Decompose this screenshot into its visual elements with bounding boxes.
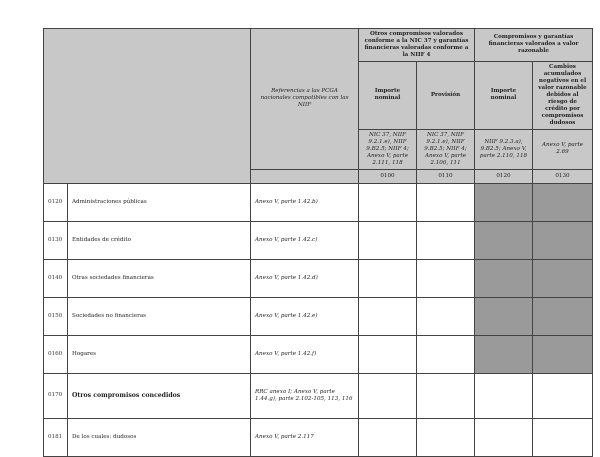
group1-header: Otros compromisos valorados conforme a la NIC 37 y garantías financieras valoradas conforme a la NIIF 4	[359, 29, 475, 62]
header-corner	[44, 29, 251, 184]
cell-input[interactable]	[417, 183, 475, 221]
table-row	[44, 183, 593, 221]
col-ref-0110: NIC 37, NIIF 9.2.1.e), NIIF 9.B2.5; NIIF 4; Anexo V, parte 2.106, 111	[417, 129, 475, 169]
row-code: 0181	[44, 418, 68, 456]
cell-blocked	[475, 297, 533, 335]
row-label: Sociedades no financieras	[68, 297, 251, 335]
row-reference: Anexo V, parte 1.42.d)	[251, 259, 359, 297]
row-code: 0120	[44, 183, 68, 221]
row-label: Administraciones públicas	[68, 183, 251, 221]
ref-code-blank	[251, 169, 359, 183]
col-code-0110: 0110	[417, 169, 475, 183]
row-code: 0150	[44, 297, 68, 335]
cell-blocked	[475, 183, 533, 221]
cell-input[interactable]	[417, 335, 475, 373]
row-label: Entidades de crédito	[68, 221, 251, 259]
col-code-0130: 0130	[533, 169, 593, 183]
cell-input[interactable]	[533, 418, 593, 456]
row-reference: Anexo V, parte 2.117	[251, 418, 359, 456]
row-label: Otros compromisos concedidos	[68, 373, 251, 418]
row-code: 0130	[44, 221, 68, 259]
cell-input[interactable]	[417, 373, 475, 418]
cell-blocked	[533, 259, 593, 297]
cell-blocked	[475, 259, 533, 297]
row-label: Otras sociedades financieras	[68, 259, 251, 297]
row-reference: Anexo V, parte 1.42.c)	[251, 221, 359, 259]
col-ref-0120: NIIF 9.2.3.a), 9.B2.5; Anexo V, parte 2.110, 118	[475, 129, 533, 169]
col-title-0120: Importe nominal	[475, 61, 533, 129]
cell-blocked	[533, 183, 593, 221]
col-title-0130: Cambios acumulados negativos en el valor razonable debidos al riesgo de crédito por compromisos dudosos	[533, 61, 593, 129]
row-reference: RRC anexo I; Anexo V, parte 1.44.g), parte 2.102-105, 113, 116	[251, 373, 359, 418]
row-code: 0160	[44, 335, 68, 373]
col-ref-0130: Anexo V, parte 2.69	[533, 129, 593, 169]
col-title-0110: Provisión	[417, 61, 475, 129]
cell-blocked	[533, 335, 593, 373]
col-code-0120: 0120	[475, 169, 533, 183]
cell-input[interactable]	[359, 418, 417, 456]
row-code: 0140	[44, 259, 68, 297]
report-table	[43, 28, 593, 457]
col-code-0100: 0100	[359, 169, 417, 183]
cell-input[interactable]	[359, 221, 417, 259]
cell-input[interactable]	[359, 373, 417, 418]
row-reference: Anexo V, parte 1.42.b)	[251, 183, 359, 221]
table-row	[44, 418, 593, 456]
cell-input[interactable]	[417, 259, 475, 297]
row-code: 0170	[44, 373, 68, 418]
row-label: Hogares	[68, 335, 251, 373]
cell-input[interactable]	[417, 221, 475, 259]
table-row	[44, 297, 593, 335]
cell-input[interactable]	[359, 183, 417, 221]
cell-blocked	[533, 221, 593, 259]
table-row	[44, 259, 593, 297]
cell-input[interactable]	[359, 297, 417, 335]
row-label: De los cuales: dudosos	[68, 418, 251, 456]
ref-column-header: Referencias a las PCGA nacionales compatibles con las NIIF	[251, 29, 359, 170]
group2-header: Compromisos y garantías financieras valorados a valor razonable	[475, 29, 593, 62]
cell-blocked	[475, 221, 533, 259]
row-reference: Anexo V, parte 1.42.e)	[251, 297, 359, 335]
table-row	[44, 335, 593, 373]
cell-input[interactable]	[417, 418, 475, 456]
cell-input[interactable]	[417, 297, 475, 335]
row-reference: Anexo V, parte 1.42.f)	[251, 335, 359, 373]
table-row	[44, 373, 593, 418]
cell-blocked	[533, 297, 593, 335]
table-row	[44, 221, 593, 259]
cell-input[interactable]	[475, 418, 533, 456]
col-title-0100: Importe nominal	[359, 61, 417, 129]
cell-input[interactable]	[533, 373, 593, 418]
col-ref-0100: NIC 37, NIIF 9.2.1.e), NIIF 9.B2.5; NIIF 4; Anexo V, parte 2.111, 118	[359, 129, 417, 169]
cell-input[interactable]	[475, 373, 533, 418]
cell-input[interactable]	[359, 335, 417, 373]
cell-input[interactable]	[359, 259, 417, 297]
cell-blocked	[475, 335, 533, 373]
